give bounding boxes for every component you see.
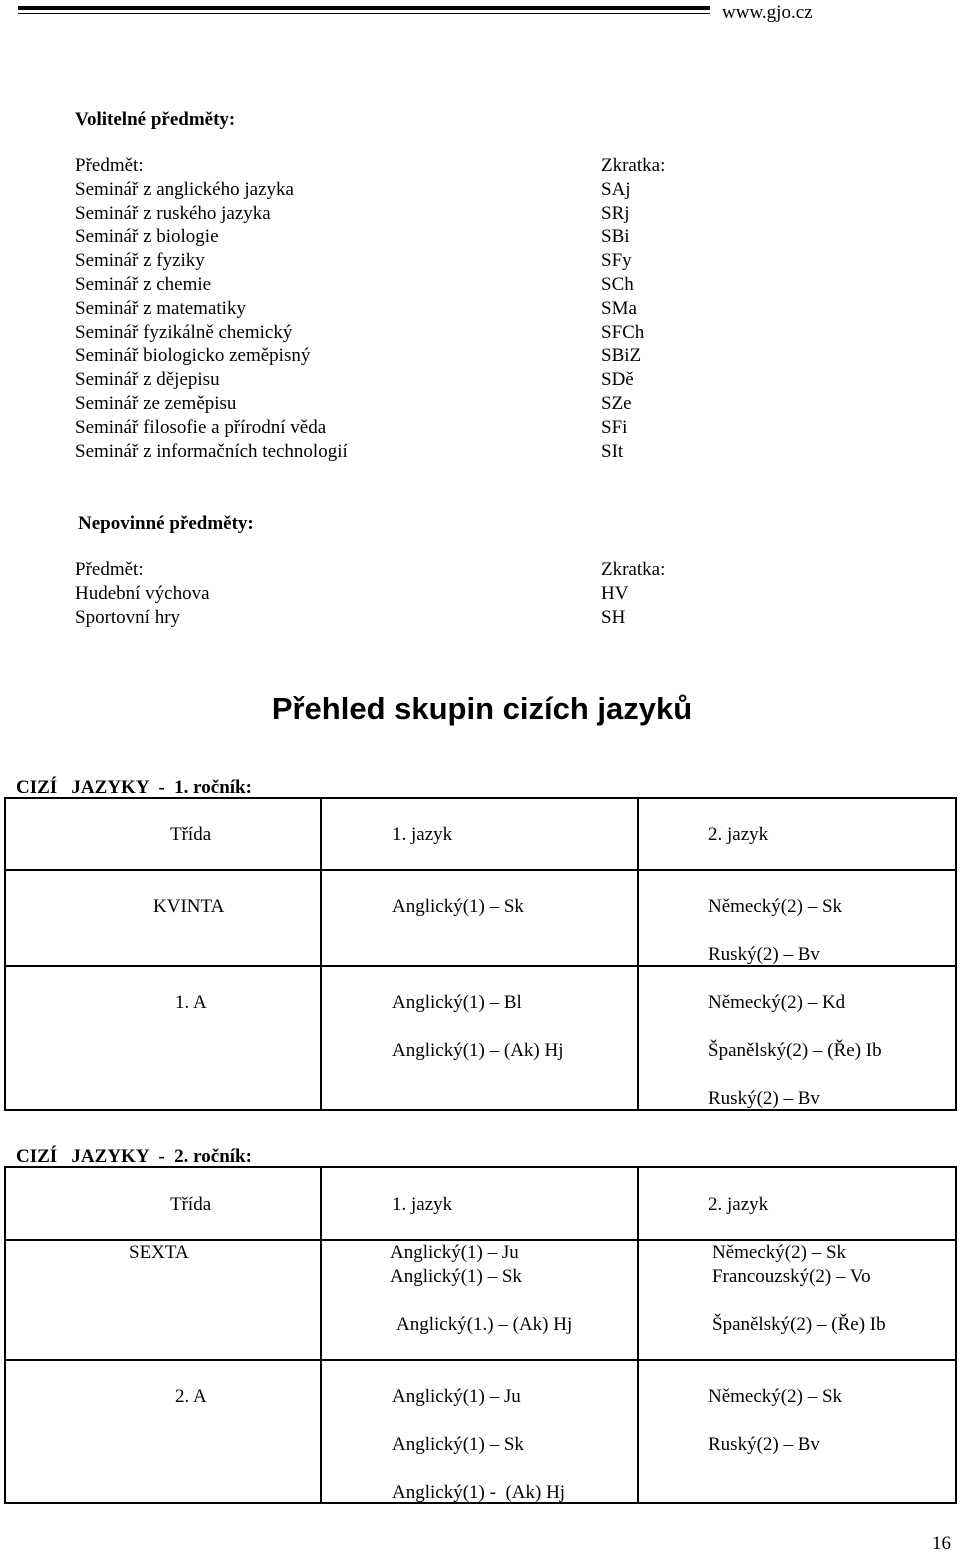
list-item: Seminář biologicko zeměpisný xyxy=(75,345,311,367)
list-item: Seminář fyzikálně chemický xyxy=(75,321,293,343)
year1-kvinta-class: KVINTA xyxy=(153,896,225,917)
year1-col-class: Třída xyxy=(170,824,212,845)
year2-row-divider xyxy=(4,1359,957,1361)
year1-col-lang2: 2. jazyk xyxy=(708,824,769,845)
year2-2a-lang1: Anglický(1) – Sk xyxy=(392,1434,524,1455)
header-rule-thick xyxy=(18,6,710,10)
year2-heading: CIZÍ JAZYKY - 2. ročník: xyxy=(16,1146,252,1167)
page-number: 16 xyxy=(932,1533,951,1554)
year1-row-divider xyxy=(4,965,957,967)
list-item: Seminář filosofie a přírodní věda xyxy=(75,416,327,438)
list-item: Seminář z fyziky xyxy=(75,250,205,272)
list-item: HV xyxy=(601,582,629,604)
list-item: SBiZ xyxy=(601,345,642,367)
list-item: SCh xyxy=(601,273,634,295)
list-item: SAj xyxy=(601,178,631,200)
year1-row-divider xyxy=(4,869,957,871)
year1-kvinta-lang1: Anglický(1) – Sk xyxy=(392,896,524,917)
list-item: Hudební výchova xyxy=(75,582,210,604)
year1-col-divider xyxy=(320,797,322,1111)
list-item: Seminář z anglického jazyka xyxy=(75,178,294,200)
list-item: Seminář z ruského jazyka xyxy=(75,202,271,224)
year1-kvinta-lang2: Ruský(2) – Bv xyxy=(708,944,820,965)
list-item: SZe xyxy=(601,392,632,414)
list-item: SFi xyxy=(601,416,628,438)
list-item: SBi xyxy=(601,226,630,248)
list-item: SH xyxy=(601,606,626,628)
year2-sexta-lang1: Anglický(1) – Ju xyxy=(390,1242,519,1263)
optional-col-subject: Předmět: xyxy=(75,559,144,580)
optional-heading: Nepovinné předměty: xyxy=(78,513,254,534)
year1-1a-lang1: Anglický(1) – Bl xyxy=(392,992,522,1013)
header-url: www.gjo.cz xyxy=(722,2,813,23)
year2-col-lang2: 2. jazyk xyxy=(708,1194,769,1215)
year1-col-lang1: 1. jazyk xyxy=(392,824,453,845)
list-item: Seminář z informačních technologií xyxy=(75,440,348,462)
elective-col-subject: Předmět: xyxy=(75,155,144,176)
year2-sexta-lang2: Francouzský(2) – Vo xyxy=(712,1266,871,1287)
optional-abbr-column xyxy=(601,558,665,629)
list-item: SRj xyxy=(601,202,630,224)
list-item: Seminář ze zeměpisu xyxy=(75,392,237,414)
list-item: Seminář z chemie xyxy=(75,273,212,295)
year1-heading: CIZÍ JAZYKY - 1. ročník: xyxy=(16,777,252,798)
year2-col-divider xyxy=(637,1166,639,1504)
year2-2a-lang1: Anglický(1) – Ju xyxy=(392,1386,521,1407)
year1-kvinta-lang2: Německý(2) – Sk xyxy=(708,896,843,917)
list-item: Seminář z dějepisu xyxy=(75,369,220,391)
header-rule-thin xyxy=(18,13,710,14)
year2-row-divider xyxy=(4,1239,957,1241)
elective-subject-column xyxy=(75,154,348,463)
year1-1a-lang2: Španělský(2) – (Ře) Ib xyxy=(708,1040,882,1061)
year1-1a-class: 1. A xyxy=(175,992,207,1013)
year2-sexta-lang1: Anglický(1) – Sk xyxy=(390,1266,522,1287)
optional-subject-column xyxy=(75,558,210,629)
year2-2a-lang2: Ruský(2) – Bv xyxy=(708,1434,820,1455)
list-item: SFy xyxy=(601,250,632,272)
list-item: SIt xyxy=(601,440,624,462)
list-item: SFCh xyxy=(601,321,645,343)
year2-2a-lang1: Anglický(1) - (Ak) Hj xyxy=(392,1482,566,1503)
elective-abbr-column xyxy=(601,154,665,463)
year2-sexta-lang2: Německý(2) – Sk xyxy=(712,1242,847,1263)
list-item: SDě xyxy=(601,369,634,391)
year2-sexta-lang1: Anglický(1.) – (Ak) Hj xyxy=(396,1314,573,1335)
list-item: Seminář z biologie xyxy=(75,226,219,248)
languages-title: Přehled skupin cizích jazyků xyxy=(271,691,693,726)
year1-1a-lang1: Anglický(1) – (Ak) Hj xyxy=(392,1040,564,1061)
year2-sexta-lang2: Španělský(2) – (Ře) Ib xyxy=(712,1314,886,1335)
elective-heading: Volitelné předměty: xyxy=(75,109,236,130)
year2-col-divider xyxy=(320,1166,322,1504)
year1-1a-lang2: Ruský(2) – Bv xyxy=(708,1088,820,1109)
year1-1a-lang2: Německý(2) – Kd xyxy=(708,992,846,1013)
year2-2a-class: 2. A xyxy=(175,1386,207,1407)
list-item: SMa xyxy=(601,297,637,319)
year2-col-class: Třída xyxy=(170,1194,212,1215)
list-item: Sportovní hry xyxy=(75,606,181,628)
list-item: Seminář z matematiky xyxy=(75,297,246,319)
year2-2a-lang2: Německý(2) – Sk xyxy=(708,1386,843,1407)
optional-col-abbr: Zkratka: xyxy=(601,559,666,580)
elective-col-abbr: Zkratka: xyxy=(601,155,666,176)
year2-sexta-class: SEXTA xyxy=(129,1242,189,1263)
year2-col-lang1: 1. jazyk xyxy=(392,1194,453,1215)
year1-col-divider xyxy=(637,797,639,1111)
